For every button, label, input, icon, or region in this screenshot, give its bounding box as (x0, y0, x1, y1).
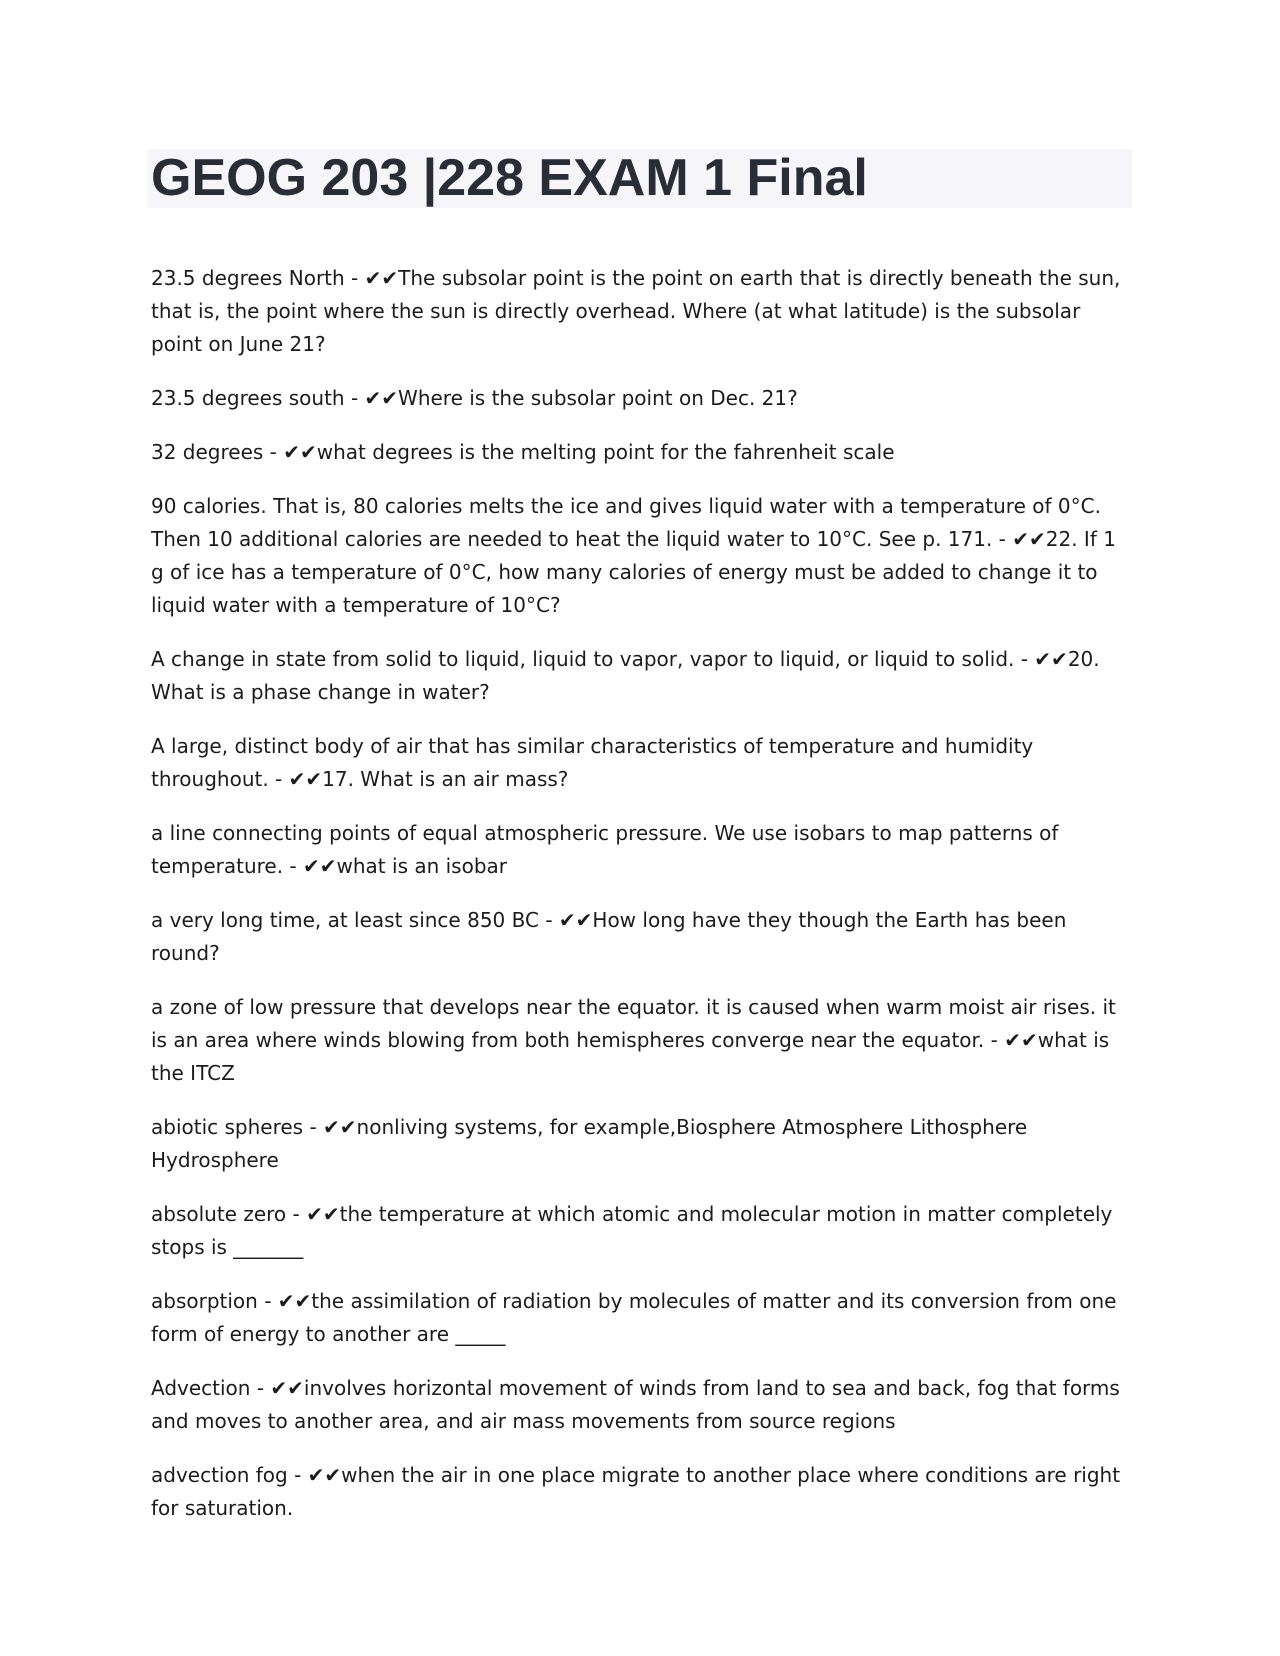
flashcard-entry: Advection - ✔✔involves horizontal movement of winds from land to sea and back, fog that forms and moves to another area, and air mass movements from source regions (151, 1376, 1120, 1433)
flashcard-entry: 90 calories. That is, 80 calories melts the ice and gives liquid water with a temperature of 0°C. Then 10 additional calories are needed to heat the liquid water to 10°C. See p. 171. - ✔✔22. If 1 g of ice has a temperature of 0°C, how many calories of energy must be added to change it to liquid water with a temperature of 10°C? (151, 494, 1116, 617)
flashcard-entry: absolute zero - ✔✔the temperature at which atomic and molecular motion in matter completely stops is _______ (151, 1202, 1113, 1259)
flashcard-entry: advection fog - ✔✔when the air in one place migrate to another place where conditions are right for saturation. (151, 1463, 1121, 1520)
flashcard-entry: 23.5 degrees North - ✔✔The subsolar point is the point on earth that is directly beneath the sun, that is, the point where the sun is directly overhead. Where (at what latitude) is the subsolar point on June 21? (151, 266, 1121, 356)
document-title: GEOG 203 |228 EXAM 1 Final (151, 149, 868, 207)
flashcard-entry: A change in state from solid to liquid, liquid to vapor, vapor to liquid, or liquid to solid. - ✔✔20. What is a phase change in water? (151, 647, 1100, 704)
flashcard-entry: a zone of low pressure that develops near the equator. it is caused when warm moist air rises. it is an area where winds blowing from both hemispheres converge near the equator. - ✔✔what is the ITCZ (151, 995, 1116, 1085)
flashcard-entry: A large, distinct body of air that has similar characteristics of temperature and humidity throughout. - ✔✔17. What is an air mass? (151, 734, 1034, 791)
flashcard-entry: a very long time, at least since 850 BC - ✔✔How long have they though the Earth has been round? (151, 908, 1067, 965)
flashcard-list (151, 262, 1131, 1546)
flashcard-entry: 23.5 degrees south - ✔✔Where is the subsolar point on Dec. 21? (151, 386, 798, 410)
flashcard-entry: absorption - ✔✔the assimilation of radiation by molecules of matter and its conversion from one form of energy to another are _____ (151, 1289, 1117, 1346)
flashcard-entry: 32 degrees - ✔✔what degrees is the melting point for the fahrenheit scale (151, 440, 895, 464)
flashcard-entry: a line connecting points of equal atmospheric pressure. We use isobars to map patterns of temperature. - ✔✔what is an isobar (151, 821, 1059, 878)
flashcard-entry: abiotic spheres - ✔✔nonliving systems, for example,Biosphere Atmosphere Lithosphere Hydrosphere (151, 1115, 1028, 1172)
